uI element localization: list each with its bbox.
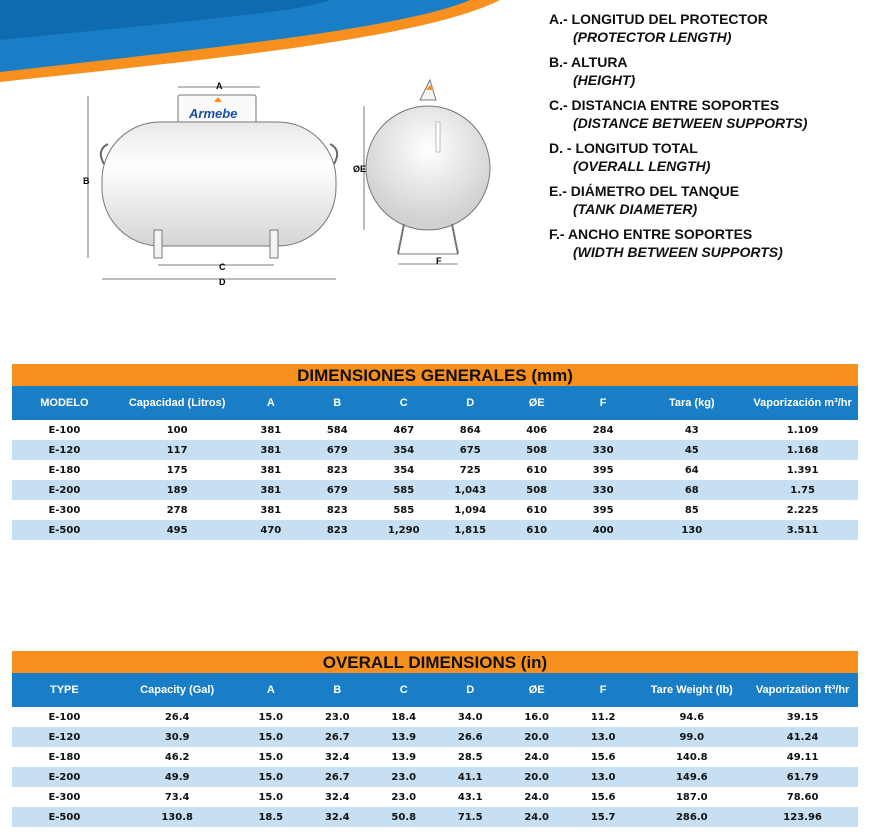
table-cell: 584 (326, 424, 348, 436)
table-cell: 381 (260, 424, 282, 436)
table-cell: 286.0 (636, 807, 747, 827)
table-cell: 15.0 (258, 791, 284, 803)
table-row (12, 807, 858, 827)
table-cell: 381 (238, 480, 304, 500)
table-cell: 467 (393, 424, 415, 436)
table-cell: 23.0 (324, 711, 350, 723)
table-cell: 61.79 (747, 767, 858, 787)
legend-item (549, 96, 864, 132)
table-cell: 15.0 (258, 751, 284, 763)
table-cell: 45 (636, 440, 747, 460)
table-cell: 117 (117, 440, 238, 460)
table-body (12, 707, 858, 827)
table-cell: 354 (393, 464, 415, 476)
table-row (12, 480, 858, 500)
table-cell: E-500 (12, 807, 117, 827)
table-cell: 1,043 (437, 480, 503, 500)
table-title-mm: DIMENSIONES GENERALES (mm) (12, 364, 858, 386)
table-cell: 330 (570, 440, 636, 460)
table-cell: 823 (326, 464, 348, 476)
table-cell: 189 (117, 480, 238, 500)
table-cell: 39.15 (786, 711, 819, 723)
column-header: A (238, 386, 304, 420)
table-cell: 50.8 (371, 807, 437, 827)
column-header: F (570, 673, 636, 707)
table-cell: 13.9 (371, 727, 437, 747)
table-row (12, 707, 858, 727)
column-header: F (570, 386, 636, 420)
table-cell: 864 (459, 424, 481, 436)
table-cell: 508 (503, 440, 569, 460)
table-cell: 64 (684, 464, 699, 476)
table-cell: E-200 (12, 480, 117, 500)
column-header: Capacidad (Litros) (117, 386, 238, 420)
table-cell: 41.1 (437, 767, 503, 787)
table-cell: E-180 (48, 751, 81, 763)
table-row (12, 727, 858, 747)
table-cell: E-180 (48, 464, 81, 476)
table-cell: 395 (592, 504, 614, 516)
table-cell: 43 (684, 424, 699, 436)
table-row (12, 420, 858, 440)
column-header: D (437, 386, 503, 420)
table-cell: 679 (304, 440, 370, 460)
brand-logo: Armebe (189, 106, 238, 121)
column-header: A (238, 673, 304, 707)
dim-label-c: C (219, 262, 226, 272)
table-cell: 26.6 (437, 727, 503, 747)
table-cell: 1.391 (786, 464, 819, 476)
legend-en: (HEIGHT) (573, 72, 636, 88)
table-cell: 610 (503, 520, 569, 540)
table-body (12, 420, 858, 540)
table-cell: 675 (437, 440, 503, 460)
table-cell: 11.2 (590, 711, 616, 723)
table-cell: E-100 (48, 424, 81, 436)
table-cell: 15.7 (570, 807, 636, 827)
table-cell: 610 (526, 464, 548, 476)
table-cell: 508 (503, 480, 569, 500)
table-row (12, 767, 858, 787)
table-header-row (12, 673, 858, 707)
table-header-row (12, 386, 858, 420)
dim-label-f: F (436, 256, 442, 266)
table-cell: 585 (393, 504, 415, 516)
table-cell: 130 (636, 520, 747, 540)
table-cell: 49.11 (786, 751, 819, 763)
table-cell: 26.7 (304, 727, 370, 747)
header-banner (0, 0, 500, 90)
dimensions-table-in (12, 651, 858, 827)
column-header: ØE (503, 673, 569, 707)
table-cell: 28.5 (457, 751, 483, 763)
column-header: C (371, 386, 437, 420)
legend-en: (OVERALL LENGTH) (573, 158, 711, 174)
table-row (12, 440, 858, 460)
legend-item (549, 10, 864, 46)
tank-side-view-diagram (80, 78, 360, 293)
table-cell: 30.9 (117, 727, 238, 747)
table-row (12, 747, 858, 767)
table-cell: 32.4 (304, 807, 370, 827)
table-cell: 823 (304, 520, 370, 540)
table-cell: 26.4 (164, 711, 190, 723)
table-cell: 23.0 (391, 791, 417, 803)
table-cell: 2.225 (786, 504, 819, 516)
table-cell: E-100 (48, 711, 81, 723)
table-cell: 100 (166, 424, 188, 436)
table-cell: 24.0 (503, 807, 569, 827)
tank-end-view-diagram (352, 78, 492, 273)
table-cell: 406 (526, 424, 548, 436)
table-cell: 20.0 (503, 767, 569, 787)
column-header: D (437, 673, 503, 707)
table-cell: 15.0 (258, 711, 284, 723)
column-header: TYPE (12, 673, 117, 707)
table-cell: 24.0 (524, 791, 550, 803)
table-cell: 20.0 (503, 727, 569, 747)
table-cell: 15.6 (590, 791, 616, 803)
table-cell: 381 (260, 464, 282, 476)
dimension-legend (549, 10, 864, 268)
column-header: Vaporization ft³/hr (747, 673, 858, 707)
table-cell: 71.5 (437, 807, 503, 827)
table-cell: 99.0 (636, 727, 747, 747)
table-cell: 24.0 (524, 751, 550, 763)
legend-en: (DISTANCE BETWEEN SUPPORTS) (573, 115, 808, 131)
legend-item (549, 139, 864, 175)
table-cell: 330 (570, 480, 636, 500)
table-cell: 1,815 (437, 520, 503, 540)
table-cell: 23.0 (371, 767, 437, 787)
table-cell: E-500 (12, 520, 117, 540)
table-cell: 1,290 (371, 520, 437, 540)
table-cell: 354 (371, 440, 437, 460)
dim-label-b: B (83, 176, 90, 186)
column-header: B (304, 673, 370, 707)
table-cell: 15.0 (238, 727, 304, 747)
table-cell: 46.2 (164, 751, 190, 763)
table-cell: 284 (592, 424, 614, 436)
table-cell: 725 (459, 464, 481, 476)
table-cell: 123.96 (747, 807, 858, 827)
legend-item (549, 182, 864, 218)
table-cell: 68 (636, 480, 747, 500)
table-cell: 32.4 (324, 751, 350, 763)
table-cell: 1,094 (454, 504, 487, 516)
table-cell: 140.8 (675, 751, 708, 763)
column-header: Tara (kg) (636, 386, 747, 420)
column-header: Capacity (Gal) (117, 673, 238, 707)
table-cell: 26.7 (304, 767, 370, 787)
legend-en: (TANK DIAMETER) (573, 201, 698, 217)
table-row (12, 460, 858, 480)
table-cell: 43.1 (457, 791, 483, 803)
table-cell: 679 (304, 480, 370, 500)
table-cell: 41.24 (747, 727, 858, 747)
legend-en: (PROTECTOR LENGTH) (573, 29, 732, 45)
column-header: Vaporización m³/hr (747, 386, 858, 420)
table-row (12, 787, 858, 807)
table-cell: 1.168 (747, 440, 858, 460)
table-cell: 16.0 (524, 711, 550, 723)
dim-label-a: A (216, 81, 223, 91)
table-cell: 495 (117, 520, 238, 540)
table-cell: 395 (592, 464, 614, 476)
table-cell: 15.6 (590, 751, 616, 763)
dim-label-d: D (219, 277, 226, 287)
table-cell: E-300 (48, 791, 81, 803)
table-cell: 18.5 (238, 807, 304, 827)
table-cell: 400 (570, 520, 636, 540)
legend-es: E.- DIÁMETRO DEL TANQUE (549, 183, 740, 199)
legend-es: F.- ANCHO ENTRE SOPORTES (549, 226, 753, 242)
table-cell: 278 (166, 504, 188, 516)
table-cell: 1.75 (747, 480, 858, 500)
table-cell: 49.9 (117, 767, 238, 787)
legend-es: A.- LONGITUD DEL PROTECTOR (549, 11, 768, 27)
table-row (12, 500, 858, 520)
table-cell: 187.0 (675, 791, 708, 803)
table-cell: 381 (260, 504, 282, 516)
table-cell: 1.109 (786, 424, 819, 436)
legend-es: B.- ALTURA (549, 54, 628, 70)
table-cell: 610 (526, 504, 548, 516)
table-cell: 13.0 (570, 727, 636, 747)
table-cell: 18.4 (391, 711, 417, 723)
column-header: Tare Weight (lb) (636, 673, 747, 707)
legend-en: (WIDTH BETWEEN SUPPORTS) (573, 244, 783, 260)
column-header: B (304, 386, 370, 420)
column-header: ØE (503, 386, 569, 420)
table-cell: 85 (684, 504, 699, 516)
table-cell: 78.60 (786, 791, 819, 803)
legend-es: C.- DISTANCIA ENTRE SOPORTES (549, 97, 780, 113)
table-cell: E-200 (12, 767, 117, 787)
table-cell: 34.0 (457, 711, 483, 723)
table-cell: 149.6 (636, 767, 747, 787)
table-cell: 73.4 (164, 791, 190, 803)
legend-item (549, 53, 864, 89)
table-cell: 13.0 (570, 767, 636, 787)
table-cell: 94.6 (679, 711, 705, 723)
table-cell: E-120 (12, 727, 117, 747)
table-cell: 823 (326, 504, 348, 516)
legend-item (549, 225, 864, 261)
table-cell: E-120 (12, 440, 117, 460)
column-header: C (371, 673, 437, 707)
table-cell: 381 (238, 440, 304, 460)
column-header: MODELO (12, 386, 117, 420)
table-cell: 13.9 (391, 751, 417, 763)
table-title-in: OVERALL DIMENSIONS (in) (12, 651, 858, 673)
legend-es: D. - LONGITUD TOTAL (549, 140, 698, 156)
table-in (12, 673, 858, 827)
table-cell: 15.0 (238, 767, 304, 787)
dim-label-e: ØE (353, 164, 367, 174)
table-cell: 3.511 (747, 520, 858, 540)
table-cell: 585 (371, 480, 437, 500)
table-cell: 470 (238, 520, 304, 540)
table-cell: 130.8 (117, 807, 238, 827)
table-cell: 32.4 (324, 791, 350, 803)
dimensions-table-mm (12, 364, 858, 540)
table-cell: 175 (166, 464, 188, 476)
table-row (12, 520, 858, 540)
table-cell: E-300 (48, 504, 81, 516)
table-mm (12, 386, 858, 540)
